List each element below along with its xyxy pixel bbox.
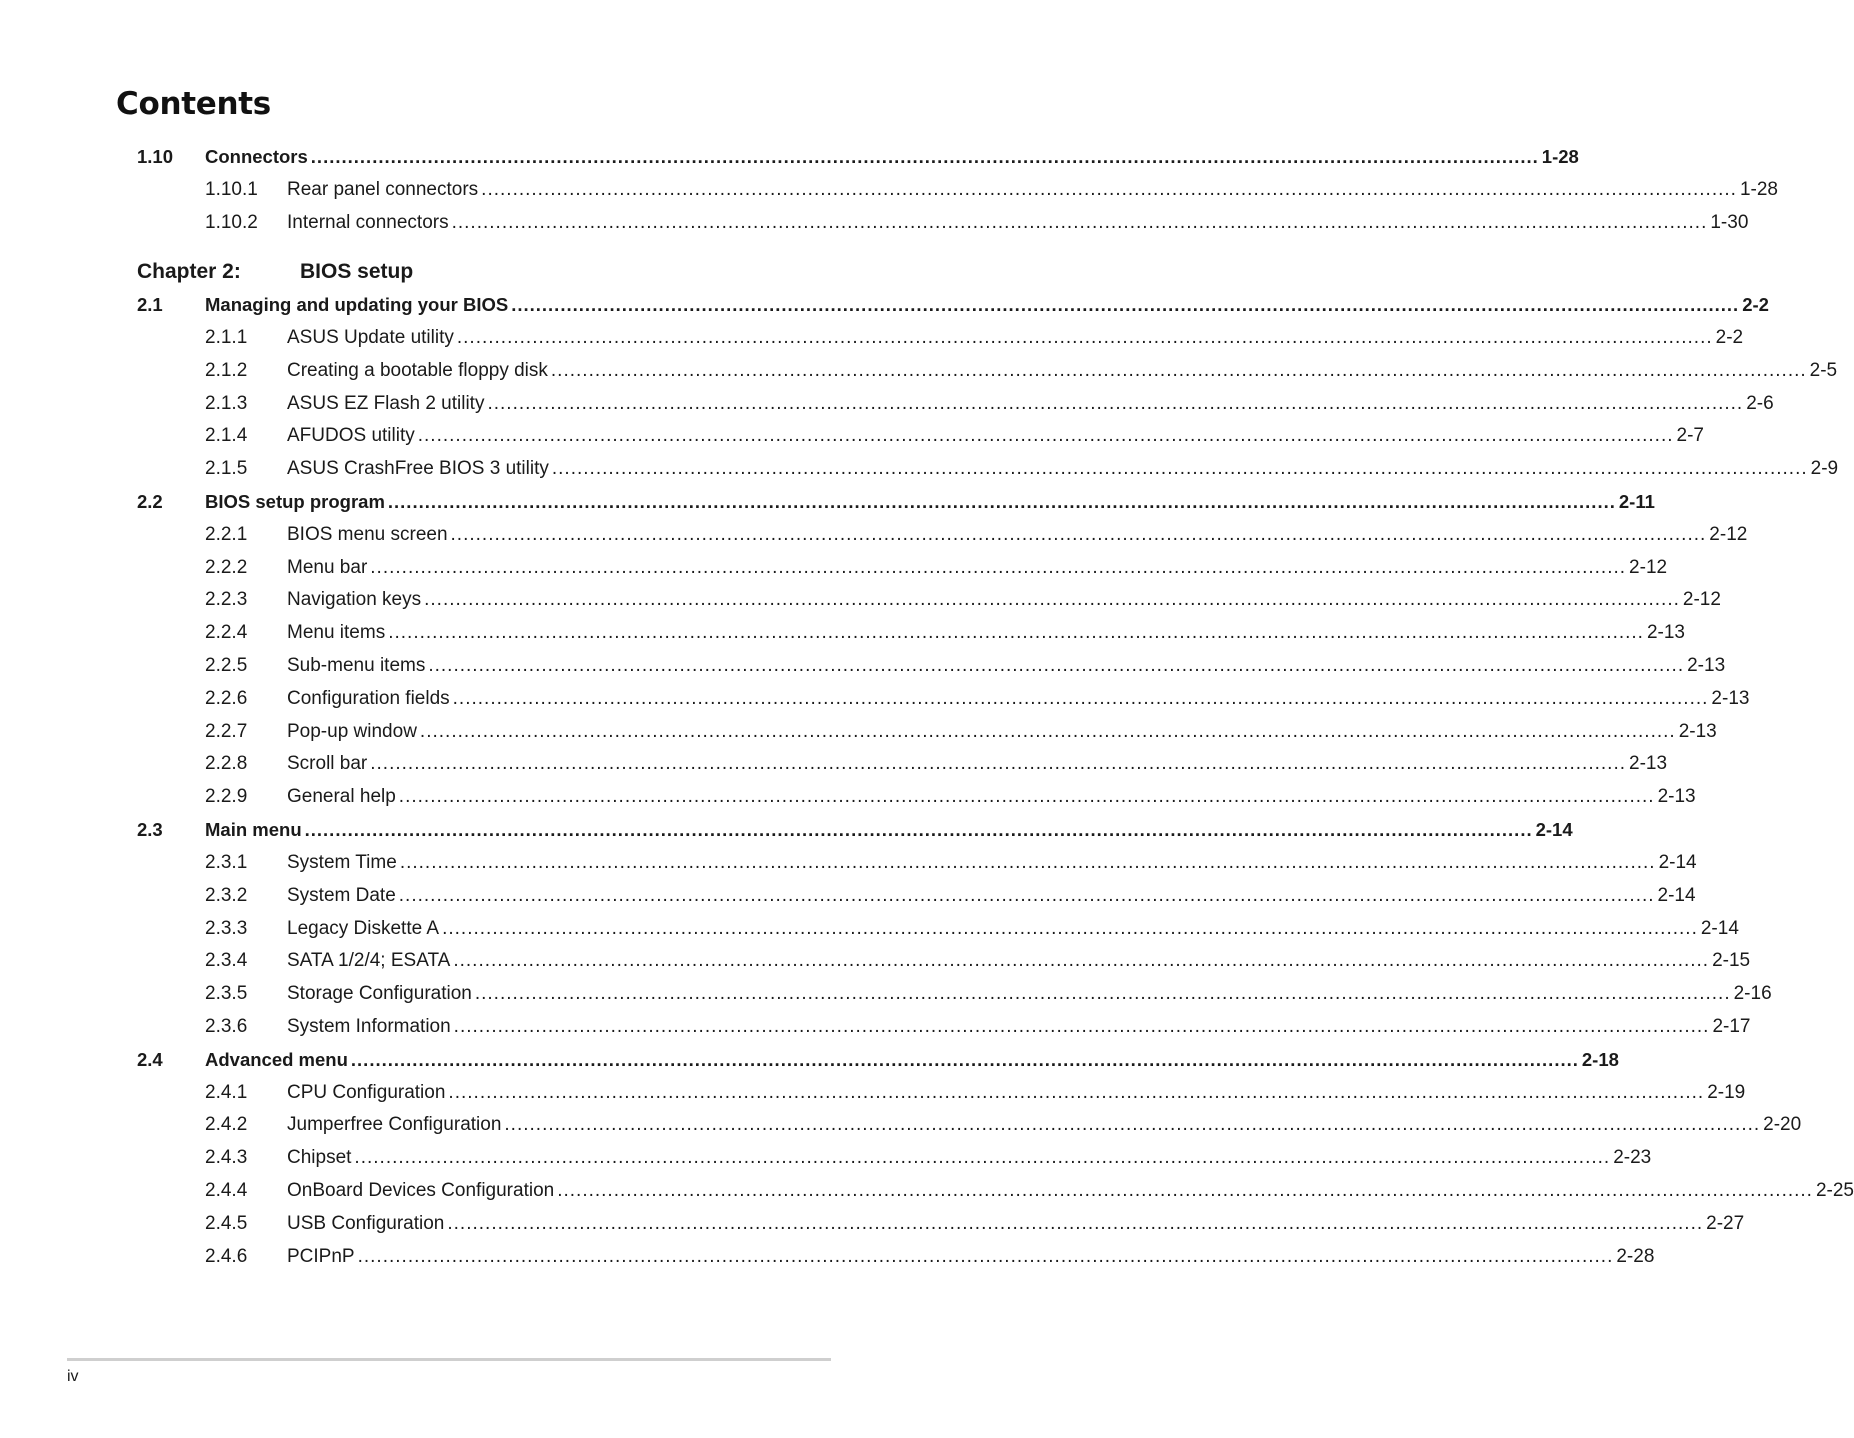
toc-entry-number: 2.1.4: [205, 425, 248, 446]
toc-entry-page: 2-12: [1709, 524, 1748, 545]
toc-entry-label: OnBoard Devices Configuration: [287, 1180, 555, 1201]
toc-entry-page: 2-6: [1746, 393, 1774, 414]
toc-entry[interactable]: [0, 1012, 1751, 1042]
dot-leader: ........................................................................................................................................................................................................: [388, 622, 1644, 643]
toc-entry-number: 2.2.2: [205, 557, 248, 578]
toc-entry-label: Main menu: [205, 819, 302, 840]
toc-entry-label: USB Configuration: [287, 1213, 445, 1234]
toc-entry-number: 2.2.6: [205, 688, 248, 709]
toc-entry-page: 2-7: [1676, 425, 1704, 446]
dot-leader: ........................................................................................................................................................................................................: [557, 1180, 1813, 1201]
toc-entry-page: 2-14: [1657, 885, 1696, 906]
dot-leader: ........................................................................................................................................................................................................: [398, 786, 1655, 807]
page-number: iv: [67, 1368, 79, 1385]
toc-entry-page: 2-14: [1658, 852, 1697, 873]
toc-entry-number: 2.1.1: [205, 327, 248, 348]
chapter-title: BIOS setup: [300, 260, 414, 283]
toc-entry[interactable]: [0, 454, 1839, 484]
toc-entry-label: Scroll bar: [287, 753, 368, 774]
toc-entry-number: 2.4.2: [205, 1114, 248, 1135]
toc-entry-number: 2.3.1: [205, 852, 248, 873]
toc-entry-page: 2-13: [1657, 786, 1696, 807]
dot-leader: ........................................................................................................................................................................................................: [453, 1016, 1710, 1037]
toc-entry[interactable]: [0, 389, 1774, 419]
toc-entry-number: 2.4.3: [205, 1147, 248, 1168]
chapter-label: Chapter 2:: [137, 260, 241, 283]
dot-leader: ........................................................................................................................................................................................................: [487, 393, 1744, 414]
toc-entry-label: Managing and updating your BIOS: [205, 294, 509, 315]
toc-entry-number: 2.2.7: [205, 721, 248, 742]
dot-leader: ........................................................................................................................................................................................................: [442, 918, 1698, 939]
toc-entry[interactable]: [0, 1209, 1745, 1239]
toc-entry-page: 2-25: [1815, 1180, 1854, 1201]
toc-entry-label: ASUS CrashFree BIOS 3 utility: [287, 458, 549, 479]
toc-entry-page: 2-14: [1535, 819, 1573, 840]
toc-entry-label: Legacy Diskette A: [287, 918, 440, 939]
toc-entry[interactable]: [0, 175, 1778, 205]
toc-entry-page: 2-13: [1678, 721, 1717, 742]
toc-entry[interactable]: [0, 1078, 1746, 1108]
dot-leader: ........................................................................................................................................................................................................: [387, 491, 1616, 512]
toc-entry-label: Jumperfree Configuration: [287, 1114, 502, 1135]
toc-entry-label: Configuration fields: [287, 688, 450, 709]
toc-entry-label: Menu items: [287, 622, 386, 643]
toc-entry-number: 2.3.3: [205, 918, 248, 939]
toc-entry-label: System Information: [287, 1016, 451, 1037]
toc-entry-page: 2-17: [1712, 1016, 1751, 1037]
toc-entry-label: Navigation keys: [287, 589, 422, 610]
dot-leader: ........................................................................................................................................................................................................: [550, 360, 1807, 381]
toc-entry-label: Chipset: [287, 1147, 352, 1168]
toc-entry-number: 2.2.8: [205, 753, 248, 774]
toc-entry-number: 2.2.5: [205, 655, 248, 676]
toc-entry[interactable]: [0, 1110, 1802, 1140]
dot-leader: ........................................................................................................................................................................................................: [399, 852, 1656, 873]
dot-leader: ........................................................................................................................................................................................................: [474, 983, 1731, 1004]
toc-entry-page: 1-30: [1710, 212, 1749, 233]
toc-entry-label: Storage Configuration: [287, 983, 472, 1004]
dot-leader: ........................................................................................................................................................................................................: [448, 1082, 1705, 1103]
page-title: Contents: [116, 86, 271, 122]
toc-entry[interactable]: [0, 946, 1751, 976]
toc-entry-page: 2-20: [1763, 1114, 1802, 1135]
toc-entry-label: Sub-menu items: [287, 655, 426, 676]
toc-entry[interactable]: [0, 848, 1697, 878]
toc-entry[interactable]: [0, 717, 1717, 747]
toc-entry-page: 2-16: [1733, 983, 1772, 1004]
toc-entry[interactable]: [0, 1045, 1619, 1075]
toc-entry-label: Rear panel connectors: [287, 179, 479, 200]
toc-entry-label: ASUS EZ Flash 2 utility: [287, 393, 485, 414]
toc-entry-page: 2-28: [1616, 1246, 1655, 1267]
toc-entry-number: 2.1.3: [205, 393, 248, 414]
toc-entry-page: 1-28: [1541, 146, 1579, 167]
toc-entry-page: 2-9: [1810, 458, 1839, 479]
dot-leader: ........................................................................................................................................................................................................: [304, 819, 1533, 840]
toc-entry[interactable]: [0, 290, 1769, 320]
toc-entry-number: 2.4.5: [205, 1213, 248, 1234]
toc-entry[interactable]: [0, 815, 1573, 845]
toc-entry-page: 2-23: [1613, 1147, 1652, 1168]
toc-entry-page: 2-13: [1711, 688, 1750, 709]
toc-entry-page: 2-27: [1706, 1213, 1745, 1234]
toc-entry[interactable]: [0, 585, 1721, 615]
toc-entry-number: 2.2.4: [205, 622, 248, 643]
toc-entry-page: 2-5: [1809, 360, 1838, 381]
dot-leader: ........................................................................................................................................................................................................: [451, 212, 1708, 233]
toc-entry-page: 2-13: [1629, 753, 1668, 774]
dot-leader: ........................................................................................................................................................................................................: [447, 1213, 1704, 1234]
toc-entry-number: 2.4.6: [205, 1246, 248, 1267]
toc-entry-number: 2.3.5: [205, 983, 248, 1004]
toc-entry-label: SATA 1/2/4; ESATA: [287, 950, 451, 971]
toc-entry-number: 2.1.5: [205, 458, 248, 479]
toc-entry-label: General help: [287, 786, 396, 807]
toc-entry-number: 2.3.2: [205, 885, 248, 906]
toc-entry-number: 2.2.3: [205, 589, 248, 610]
toc-entry-label: Internal connectors: [287, 212, 449, 233]
toc-entry-number: 1.10.2: [205, 212, 258, 233]
dot-leader: ........................................................................................................................................................................................................: [310, 146, 1539, 167]
toc-entry[interactable]: [0, 979, 1772, 1009]
toc-entry[interactable]: [0, 914, 1739, 944]
toc-entry[interactable]: [0, 749, 1668, 779]
dot-leader: ........................................................................................................................................................................................................: [417, 425, 1674, 446]
dot-leader: ........................................................................................................................................................................................................: [453, 950, 1710, 971]
dot-leader: ........................................................................................................................................................................................................: [357, 1246, 1614, 1267]
toc-entry[interactable]: [0, 356, 1838, 386]
dot-leader: ........................................................................................................................................................................................................: [419, 721, 1676, 742]
toc-entry-number: 2.2: [137, 491, 163, 512]
toc-entry-number: 1.10.1: [205, 179, 258, 200]
toc-entry[interactable]: [0, 520, 1748, 550]
toc-entry-label: ASUS Update utility: [287, 327, 454, 348]
toc-entry[interactable]: [0, 208, 1749, 238]
toc-entry-page: 2-13: [1687, 655, 1726, 676]
toc-entry[interactable]: [0, 618, 1685, 648]
toc-entry-page: 2-15: [1712, 950, 1751, 971]
toc-entry-label: Menu bar: [287, 557, 368, 578]
dot-leader: ........................................................................................................................................................................................................: [428, 655, 1685, 676]
toc-entry-label: AFUDOS utility: [287, 425, 415, 446]
toc-entry-page: 1-28: [1739, 179, 1778, 200]
toc-entry[interactable]: [0, 421, 1704, 451]
toc-entry-number: 2.4: [137, 1049, 163, 1070]
footer-divider: [67, 1358, 831, 1361]
toc-entry[interactable]: [0, 684, 1750, 714]
toc-entry-page: 2-19: [1707, 1082, 1746, 1103]
toc-entry[interactable]: [0, 553, 1668, 583]
toc-entry[interactable]: [0, 1176, 1854, 1206]
toc-entry-page: 2-2: [1742, 294, 1769, 315]
toc-entry-label: System Date: [287, 885, 396, 906]
toc-entry-page: 2-2: [1715, 327, 1744, 348]
toc-entry[interactable]: [0, 142, 1579, 172]
toc-entry[interactable]: [0, 487, 1655, 517]
dot-leader: ........................................................................................................................................................................................................: [504, 1114, 1761, 1135]
dot-leader: ........................................................................................................................................................................................................: [370, 753, 1627, 774]
toc-entry-number: 2.1: [137, 294, 163, 315]
toc-entry[interactable]: [0, 1242, 1655, 1272]
toc-entry-number: 2.4.4: [205, 1180, 248, 1201]
toc-entry[interactable]: [0, 782, 1696, 812]
toc-entry-label: PCIPnP: [287, 1246, 355, 1267]
toc-entry[interactable]: [0, 1143, 1652, 1173]
dot-leader: ........................................................................................................................................................................................................: [450, 524, 1707, 545]
dot-leader: ........................................................................................................................................................................................................: [354, 1147, 1611, 1168]
toc-entry-page: 2-13: [1646, 622, 1685, 643]
toc-entry-number: 2.1.2: [205, 360, 248, 381]
toc-entry-label: BIOS setup program: [205, 491, 385, 512]
toc-entry-label: Creating a bootable floppy disk: [287, 360, 548, 381]
toc-entry-label: BIOS menu screen: [287, 524, 448, 545]
dot-leader: ........................................................................................................................................................................................................: [350, 1049, 1579, 1070]
toc-entry[interactable]: [0, 881, 1696, 911]
toc-entry-label: Connectors: [205, 146, 308, 167]
toc-entry-page: 2-11: [1618, 491, 1655, 512]
toc-entry-number: 2.4.1: [205, 1082, 248, 1103]
toc-entry-number: 2.3.6: [205, 1016, 248, 1037]
toc-entry-number: 2.3: [137, 819, 163, 840]
toc-entry-label: System Time: [287, 852, 397, 873]
toc-entry-label: Pop-up window: [287, 721, 417, 742]
dot-leader: ........................................................................................................................................................................................................: [551, 458, 1808, 479]
toc-entry[interactable]: [0, 651, 1726, 681]
dot-leader: ........................................................................................................................................................................................................: [370, 557, 1627, 578]
toc-entry-number: 2.2.1: [205, 524, 248, 545]
toc-entry-page: 2-18: [1581, 1049, 1619, 1070]
dot-leader: ........................................................................................................................................................................................................: [424, 589, 1680, 610]
chapter-heading: [137, 257, 414, 287]
toc-entry-number: 2.3.4: [205, 950, 248, 971]
dot-leader: ........................................................................................................................................................................................................: [481, 179, 1737, 200]
toc-entry-page: 2-12: [1682, 589, 1721, 610]
toc-entry-label: Advanced menu: [205, 1049, 348, 1070]
dot-leader: ........................................................................................................................................................................................................: [511, 294, 1740, 315]
dot-leader: ........................................................................................................................................................................................................: [452, 688, 1709, 709]
toc-entry-number: 2.2.9: [205, 786, 248, 807]
toc-entry-page: 2-14: [1700, 918, 1739, 939]
dot-leader: ........................................................................................................................................................................................................: [456, 327, 1713, 348]
toc-entry-page: 2-12: [1629, 557, 1668, 578]
dot-leader: ........................................................................................................................................................................................................: [398, 885, 1655, 906]
toc-entry-number: 1.10: [137, 146, 174, 167]
toc-entry-label: CPU Configuration: [287, 1082, 446, 1103]
toc-entry[interactable]: [0, 323, 1744, 353]
